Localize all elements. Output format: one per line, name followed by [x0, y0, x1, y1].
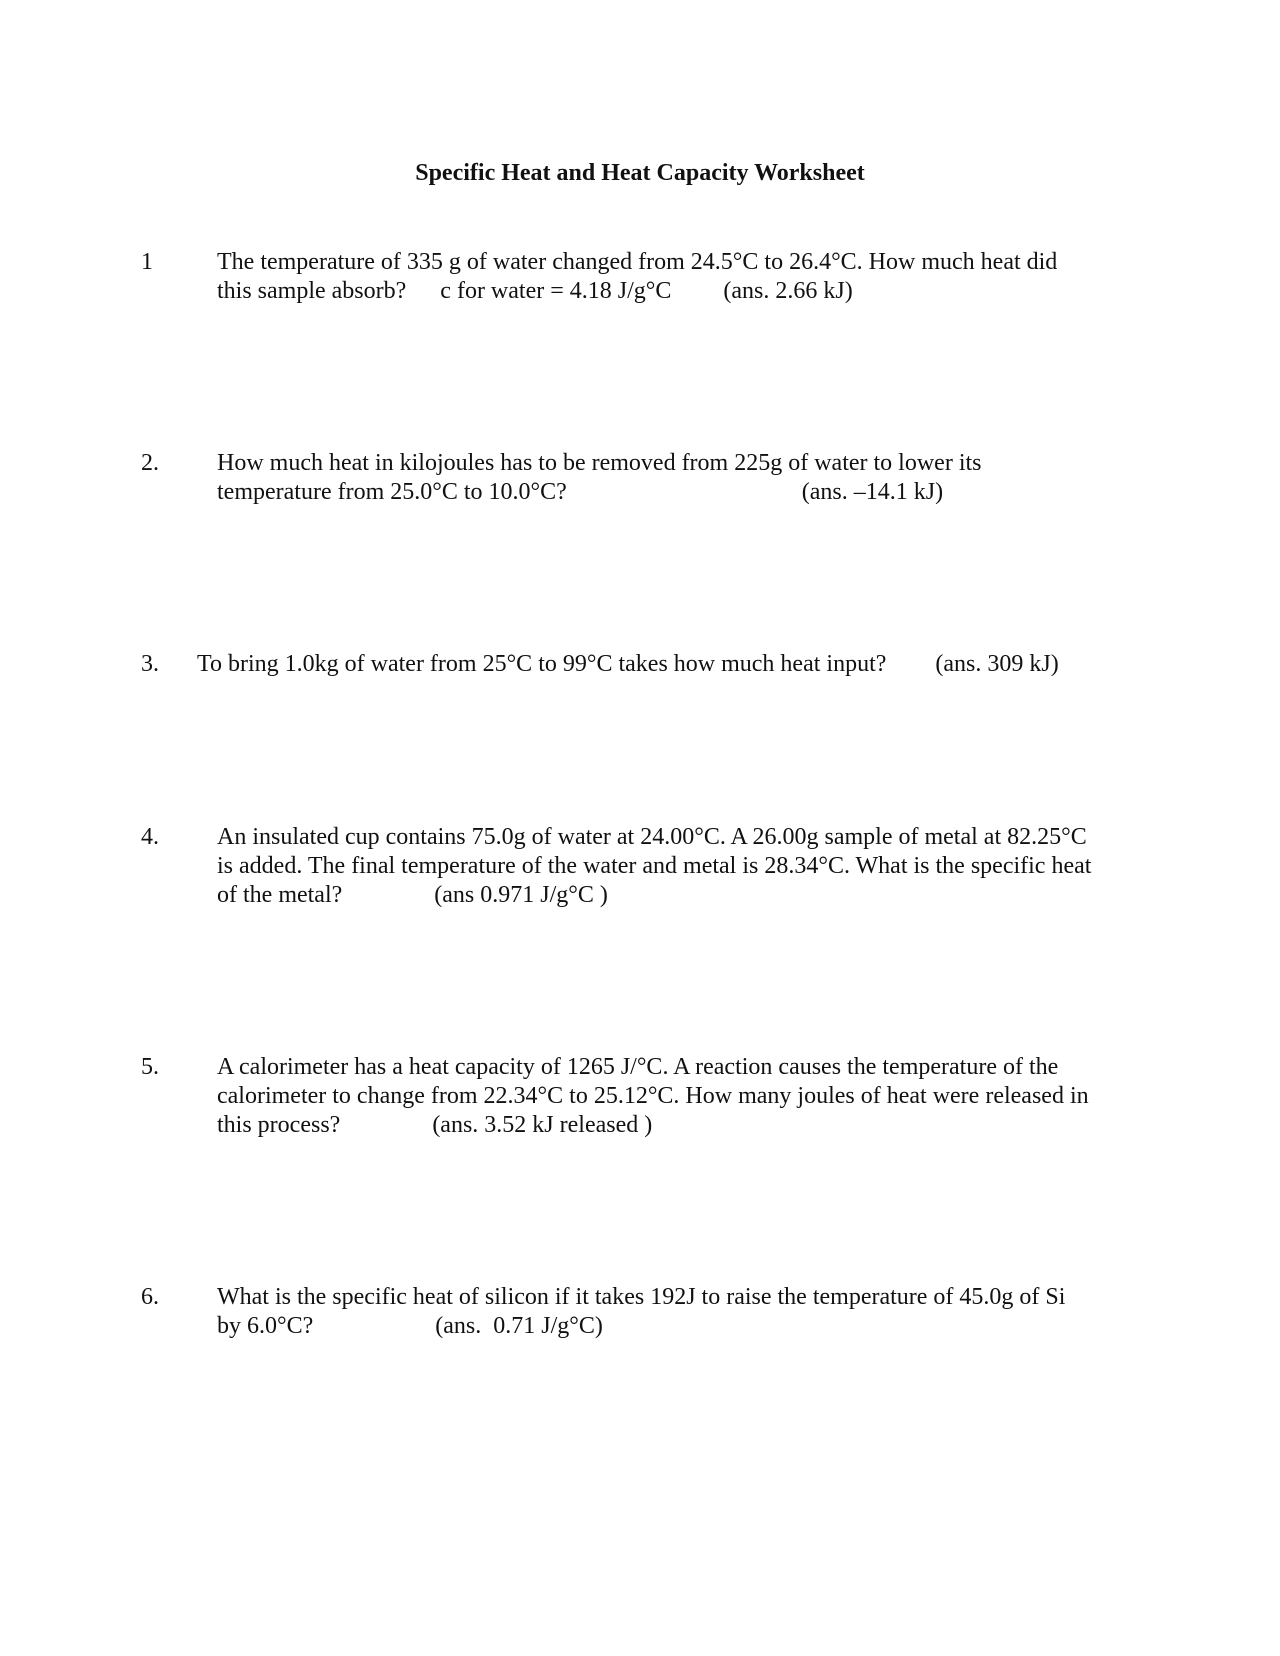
question-number: 3. [141, 651, 159, 677]
worksheet-title: Specific Heat and Heat Capacity Worksheet [415, 160, 865, 186]
question-text [197, 650, 1117, 679]
question-number: 4. [141, 824, 159, 850]
question-text [217, 1283, 1137, 1341]
question-line: by 6.0°C? [217, 1313, 314, 1339]
question-text [217, 449, 1137, 507]
question-line: The temperature of 335 g of water changed from 24.5°C to 26.4°C. How much heat did [217, 249, 1058, 275]
question-line: To bring 1.0kg of water from 25°C to 99°C takes how much heat input? [197, 651, 887, 677]
question-text [217, 1053, 1137, 1140]
question-line: this sample absorb? [217, 278, 407, 304]
question-line: An insulated cup contains 75.0g of water at 24.00°C. A 26.00g sample of metal at 82.25°C [217, 824, 1087, 850]
question-line: How much heat in kilojoules has to be removed from 225g of water to lower its [217, 450, 982, 476]
question-line: What is the specific heat of silicon if it takes 192J to raise the temperature of 45.0g of Si [217, 1284, 1066, 1310]
question-number: 2. [141, 450, 159, 476]
answer-text: (ans. 309 kJ) [935, 651, 1059, 677]
question-line: calorimeter to change from 22.34°C to 25.12°C. How many joules of heat were released in [217, 1083, 1089, 1109]
question-number: 5. [141, 1054, 159, 1080]
question-line: temperature from 25.0°C to 10.0°C? [217, 479, 567, 505]
answer-text: (ans. 2.66 kJ) [723, 278, 853, 304]
answer-text: (ans. 3.52 kJ released ) [432, 1112, 653, 1138]
given-value: c for water = 4.18 J/g°C [440, 278, 672, 304]
question-text [217, 823, 1137, 910]
question-line: of the metal? [217, 882, 343, 908]
question-line: A calorimeter has a heat capacity of 1265 J/°C. A reaction causes the temperature of the [217, 1054, 1059, 1080]
answer-text: (ans. 0.71 J/g°C) [435, 1313, 603, 1339]
question-line-with-answer [197, 650, 1117, 679]
answer-text: (ans. –14.1 kJ) [801, 479, 944, 505]
question-number: 6. [141, 1284, 159, 1310]
question-line: this process? [217, 1112, 341, 1138]
question-line: is added. The final temperature of the water and metal is 28.34°C. What is the specific heat [217, 853, 1092, 879]
question-line-with-answer [217, 1111, 1137, 1140]
question-line-with-answer [217, 478, 1137, 507]
question-number: 1 [141, 249, 153, 275]
answer-text: (ans 0.971 J/g°C ) [434, 882, 608, 908]
question-line-with-answer [217, 881, 1137, 910]
question-line-with-answer [217, 1312, 1137, 1341]
question-line-with-extra [217, 277, 1137, 306]
question-text [217, 248, 1137, 306]
